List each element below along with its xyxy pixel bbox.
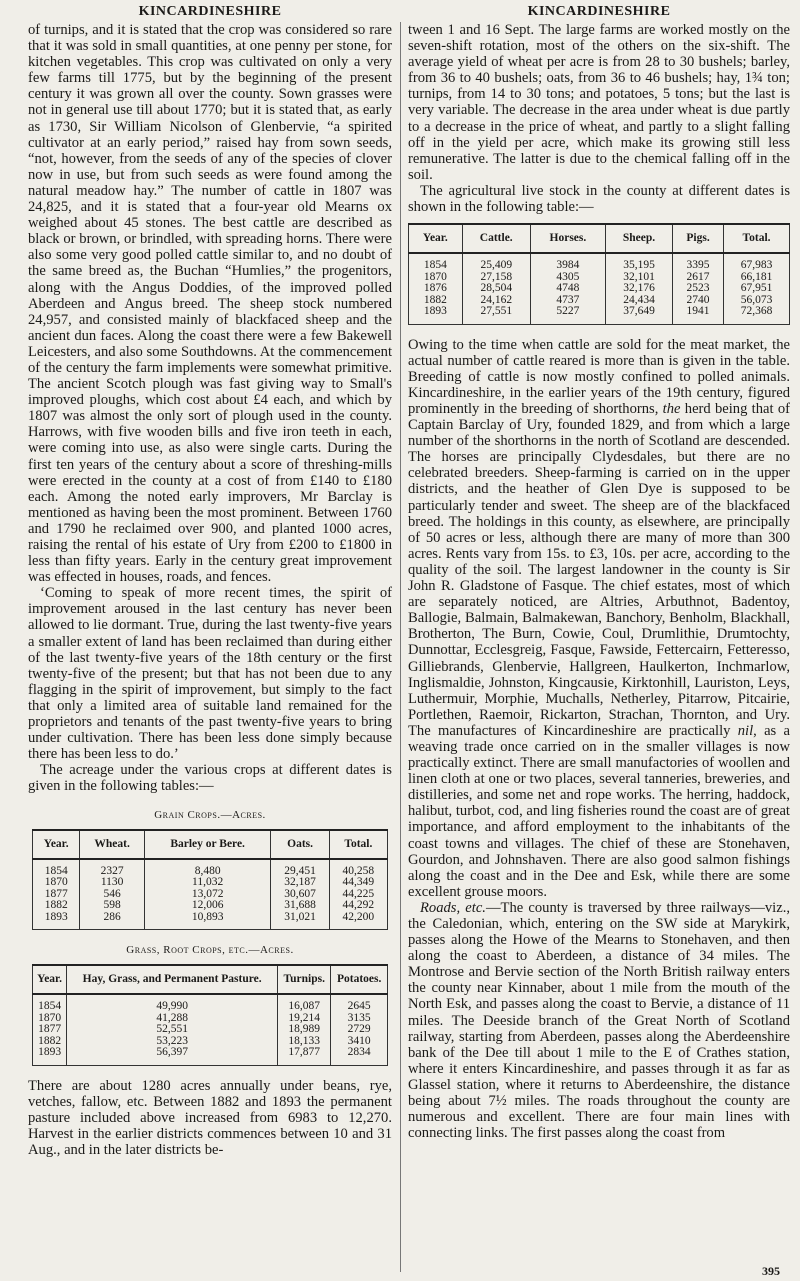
table-row [409,253,790,272]
table-cell: 1882 [33,1036,67,1048]
column-header: Cattle. [462,224,530,253]
table-row [33,877,388,889]
table-cell: 13,072 [144,889,271,901]
page-number: 395 [762,1264,780,1278]
table-cell: 56,073 [724,295,790,307]
text: of turnips, and it is stated that the crop was considered so rare that it was sold in small quantities, at one penny per stone, for kitchen vegetables. This crop was cultivated on only a very few farms till 1775, but by the beginning of the present century it was grown all over the county. Sown grasses were not in general use till about 1770; but it is stated that, as early as 1730, Sir William Nicolson of Glenbervie, “a spirited cultivator at an early period,” raised hay from sown seeds, “not, however, from the seeds of any of the species of clover now in use, but from such seeds as were found among the natural meadow hay.” The number of cattle in 1807 was 24,825, and it is stated that a four-year old Mearns ox weighed about 45 stones. The best cattle are described as black or brown, or brindled, with spreading horns. There were also some very good polled cattle similar to, and no doubt of the same breed as, the Buchan “Humlies,” the progenitors, along with the Angus Doddies, of the improved polled Aberdeen and Angus breed. The sheep stock numbered 24,957, and consisted mainly of blackfaced sheep and the ancient dun faces. Along the coast there were a few Bakewell Leicesters, and also some Southdowns. At the commencement of the century the farm implements were somewhat primitive. The ancient Scotch plough was fast giving way to Small's improved ploughs, which cost about £4 each, and which by 1807 was almost the only sort of plough used in the county. Harrows, with five wooden bills and five iron teeth in each, were coming into use, as also were single carts. During the first ten years of the century about a score of threshing-mills were erected in the county at a cost of from £140 to £180 each. Among the noted early improvers, Mr Barclay is mentioned as having been the most prominent. Between 1760 and 1790 he reclaimed over 900, and planted 1000 acres, raising the rental of his estate of Ury from £200 to £1800 in less than fifty years. Early in the century great improvement was effected in houses, roads, and fences. [28,22,392,586]
table-cell: 2729 [331,1024,388,1036]
table-cell: 4305 [530,272,605,284]
table-row [33,1024,388,1036]
grass-root-crops-table [32,964,388,1066]
table-cell: 3410 [331,1036,388,1048]
column-header: Hay, Grass, and Permanent Pasture. [67,965,278,994]
table-cell: 49,990 [67,994,278,1013]
column-header: Year. [33,830,80,859]
table-cell: 286 [80,912,144,930]
table-cell: 30,607 [271,889,329,901]
table-cell: 2834 [331,1047,388,1065]
table-cell: 32,176 [605,283,672,295]
table-row [33,859,388,878]
table-cell: 24,434 [605,295,672,307]
table-cell: 1893 [33,912,80,930]
column-header: Total. [724,224,790,253]
text: , as a weaving trade once carried on in the smaller villages is now practically extinct. There are small manufactories of woollen and linen cloth at one or two places, several tanneries, breweries, and distilleries, and some net and rope works. The herring, haddock, halibut, turbot, cod, and ling fisheries round the coast are of great importance, and afford employment to the inhabitants of the coast towns and villages. The chief of these are Stonehaven, Gourdon, and Johnshaven. There are also good salmon fishings along the coast and in the Dee and Esk, while there are some excellent grouse moors. [408,722,790,900]
table-cell: 1876 [409,283,463,295]
column-header: Wheat. [80,830,144,859]
table-row [409,283,790,295]
table-cell: 1130 [80,877,144,889]
grain-crops-table [32,829,388,931]
table-cell: 2617 [673,272,724,284]
paragraph [408,183,790,215]
table-row [409,295,790,307]
text: tween 1 and 16 Sept. The large farms are worked mostly on the seven-shift rotation, most of the others on the six-shift. The average yield of wheat per acre is from 28 to 30 bushels; barley, from 36 to 40 bushels; oats, from 36 to 46 bushels; hay, 1¾ ton; turnips, from 14 to 30 tons; and potatoes, 5 tons; but the last is very variable. The decrease in the area under wheat is due partly to a decrease in the price of wheat, and partly to a slight falling off in the yield per acre, which make its growing still less remunerative. The latter is due to the chemical falling off in the soil. [408,22,790,183]
table-cell: 67,951 [724,283,790,295]
table-cell: 53,223 [67,1036,278,1048]
table-cell: 16,087 [278,994,331,1013]
running-header-right: KINCARDINESHIRE [527,4,671,19]
table-cell: 1854 [33,994,67,1013]
table-cell: 1870 [409,272,463,284]
table-cell: 31,688 [271,900,329,912]
paragraph [408,900,790,1141]
table-cell: 1870 [33,877,80,889]
table-cell: 3135 [331,1013,388,1025]
table-cell: 44,225 [329,889,387,901]
table-cell: 37,649 [605,306,672,324]
text: —The county is traversed by three railways—viz., the Caledonian, which, entering on the SW side at Marykirk, passes along the Howe of the Mearns to Stonehaven, and then along the coast to Aberdeen, a distance of 34 miles. The Montrose and Bervie section of the North British railway enters the county near Kinnaber, about 1 mile from the mouth of the North Esk, and passes along the coast to Bervie, a distance of 11 miles. The Deeside branch of the Great North of Scotland railway, starting from Aberdeen, passes along the Aberdeenshire bank of the Dee till about 1 mile to the E of Crathes station, where it enters Kincardineshire, and passes through it as far as Glassel station, where it returns to Aberdeenshire, the distance being about 7½ miles. The roads throughout the county are numerous and excellent. There are four main lines with connecting links. The first passes along the coast from [408,899,790,1142]
column-header: Sheep. [605,224,672,253]
table-row [33,994,388,1013]
table-cell: 3395 [673,253,724,272]
table-cell: 67,983 [724,253,790,272]
table-cell: 11,032 [144,877,271,889]
table-cell: 1882 [409,295,463,307]
table-row [33,912,388,930]
column-header: Potatoes. [331,965,388,994]
table-cell: 41,288 [67,1013,278,1025]
table-cell: 2740 [673,295,724,307]
table-cell: 1870 [33,1013,67,1025]
italic-text: nil [737,722,754,739]
table-cell: 52,551 [67,1024,278,1036]
table-cell: 72,368 [724,306,790,324]
table-cell: 4748 [530,283,605,295]
paragraph [28,762,392,794]
table-cell: 40,258 [329,859,387,878]
table-cell: 1854 [33,859,80,878]
table-cell: 44,292 [329,900,387,912]
table-cell: 17,877 [278,1047,331,1065]
table-cell: 28,504 [462,283,530,295]
column-header: Total. [329,830,387,859]
table-cell: 1893 [33,1047,67,1065]
paragraph [28,22,392,585]
table-cell: 35,195 [605,253,672,272]
italic-text: Roads, etc. [420,899,486,916]
right-paragraphs-before [408,22,790,215]
table-cell: 2523 [673,283,724,295]
table-cell: 25,409 [462,253,530,272]
table-cell: 42,200 [329,912,387,930]
paragraph [28,1078,392,1158]
table-cell: 1882 [33,900,80,912]
table-cell: 1854 [409,253,463,272]
text: herd being that of Captain Barclay of Ury, founded 1829, and from which a large number of the shorthorns in the north of Scotland are descended. The horses are principally Clydesdales, but there are no celebrated breeders. Sheep-farming is carried on in the upper districts, and the heather of Glen Dye is supposed to be particularly tender and sweet. The sheep are of the blackfaced breed. The holdings in this county, as elsewhere, are principally of 50 acres or less, although there are many of more than 300 acres. Rents vary from 15s. to £3, 10s. per acre, according to the quality of the soil. The largest landowner in the county is Sir John R. Gladstone of Fasque. The chief estates, most of which are separately noticed, are Altries, Arbuthnot, Badentoy, Ballogie, Balmain, Balmakewan, Banchory, Benholm, Blackhall, Brotherton, The Burn, Cowie, Coul, Drumlithie, Drumtochty, Dunnottar, Ecclesgreig, Fasque, Fawside, Fettercairn, Fetteresso, Gilliebrands, Glenbervie, Hallgreen, Haulkerton, Inchmarlow, Inglismaldie, Johnston, Kingcausie, Kirktonhill, Lauriston, Leys, Luthermuir, Morphie, Muchalls, Netherley, Pitarrow, Pitcairie, Portlethen, Raemoir, Rickarton, Strachan, Thornton, and Ury. The manufactures of Kincardineshire are practically [408,401,790,739]
table-cell: 27,158 [462,272,530,284]
column-header: Year. [409,224,463,253]
column-header: Barley or Bere. [144,830,271,859]
text: The agricultural live stock in the county at different dates is shown in the following table:— [408,182,790,216]
livestock-table [408,223,790,325]
table-row [33,1047,388,1065]
table-cell: 56,397 [67,1047,278,1065]
table-cell: 66,181 [724,272,790,284]
grass-table-caption: Grass, Root Crops, etc.—Acres. [126,944,294,956]
table-cell: 12,006 [144,900,271,912]
table-cell: 1877 [33,1024,67,1036]
table-cell: 27,551 [462,306,530,324]
left-paragraphs-after [28,1078,392,1158]
text: There are about 1280 acres annually under beans, rye, vetches, fallow, etc. Between 1882 and 1893 the permanent pasture included above increased from 6983 to 12,270. Harvest in the earlier districts commences between 10 and 31 Aug., and in the later districts be- [28,1077,392,1158]
column-divider [400,22,401,1272]
table-cell: 598 [80,900,144,912]
table-cell: 32,187 [271,877,329,889]
column-header: Pigs. [673,224,724,253]
column-header: Year. [33,965,67,994]
table-cell: 1893 [409,306,463,324]
table-cell: 19,214 [278,1013,331,1025]
left-paragraphs [28,22,392,795]
grain-table-caption: Grain Crops.—Acres. [154,808,266,821]
table-cell: 32,101 [605,272,672,284]
table-cell: 10,893 [144,912,271,930]
table-cell: 1941 [673,306,724,324]
table-row [409,272,790,284]
table-cell: 2645 [331,994,388,1013]
paragraph [408,337,790,900]
table-cell: 1877 [33,889,80,901]
table-cell: 8,480 [144,859,271,878]
text: ‘Coming to speak of more recent times, the spirit of improvement aroused in the last century has never been allowed to lie dormant. True, during the last twenty-five years a smaller extent of land has been reclaimed than during either of the last twenty-five years of the 18th century or the first twenty-five of the present; but that has not been due to any flagging in the spirit of improvement, but simply to the fact that only a limited area of suitable land remained for the proprietors and tenants of the past twenty-five years to bring under cultivation. There has been less done simply because there has been less to do.’ [28,585,392,763]
table-cell: 3984 [530,253,605,272]
right-paragraphs-after [408,337,790,1142]
paragraph [28,585,392,762]
table-cell: 18,133 [278,1036,331,1048]
table-row [33,900,388,912]
table-cell: 31,021 [271,912,329,930]
table-cell: 4737 [530,295,605,307]
table-cell: 24,162 [462,295,530,307]
text: The acreage under the various crops at different dates is given in the following tables:— [28,762,392,795]
table-row [409,306,790,324]
table-cell: 44,349 [329,877,387,889]
column-header: Horses. [530,224,605,253]
italic-text: the [662,401,681,417]
table-cell: 546 [80,889,144,901]
table-cell: 2327 [80,859,144,878]
left-column [28,0,392,1158]
table-row [33,1036,388,1048]
right-column [408,0,790,1141]
column-header: Turnips. [278,965,331,994]
table-cell: 29,451 [271,859,329,878]
column-header: Oats. [271,830,329,859]
table-cell: 18,989 [278,1024,331,1036]
table-row [33,1013,388,1025]
table-cell: 5227 [530,306,605,324]
paragraph [408,22,790,183]
running-header-left: KINCARDINESHIRE [138,4,282,19]
text: Owing to the time when cattle are sold for the meat market, the actual number of cattle reared is more than is given in the table. Breeding of cattle is now mostly confined to polled animals. Kincardineshire, in the earlier years of the 19th century, figured prominently in the breeding of shorthorns, [408,336,790,417]
